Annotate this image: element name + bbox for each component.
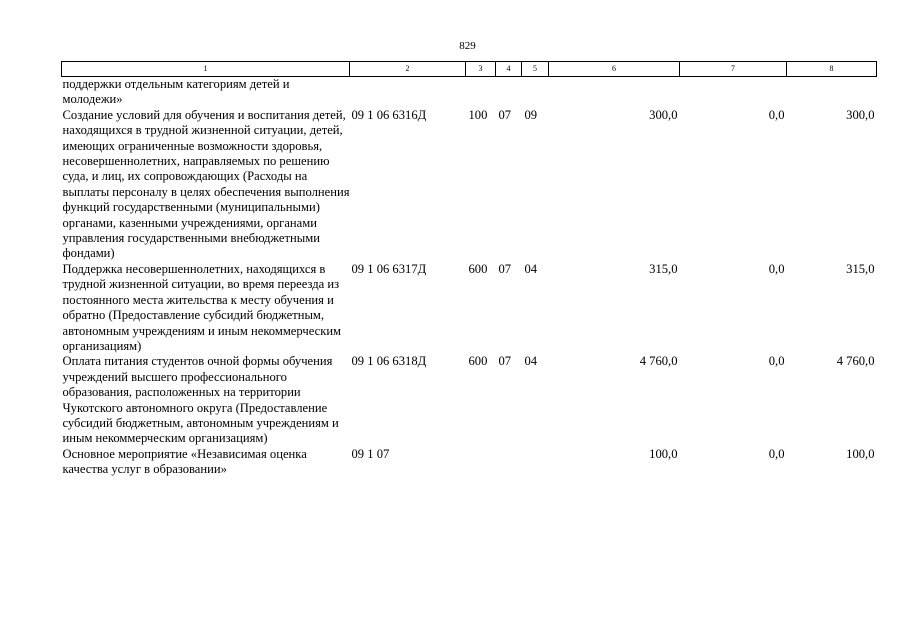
row-col-7: 0,0: [768, 261, 785, 276]
row-code: 09 1 06 6316Д: [351, 107, 427, 122]
row-col-3: 600: [468, 261, 488, 276]
row-col-3: [466, 77, 496, 108]
row-col-3: 100: [468, 107, 488, 122]
row-name: Поддержка несовершеннолетних, находящихся в трудной жизненной ситуации, во время переезда из постоянного места жительства к месту обучения и обратно (Предоставление субсидий бюджетным, автономным учреждениям и иным некоммерческим организациям): [62, 261, 342, 353]
row-col-4: 07: [498, 107, 512, 122]
column-number-3: 3: [466, 62, 496, 77]
row-col-5: 04: [524, 354, 538, 369]
row-col-6: 100,0: [649, 446, 678, 461]
page-number: 829: [459, 40, 476, 52]
row-col-4: 07: [498, 261, 512, 276]
row-name: Создание условий для обучения и воспитания детей, находящихся в трудной жизненной ситуации, детей, имеющих ограниченные возможности здоровья, несовершеннолетних, направляемых по решению суда, и лиц, их сопровождающих (Расходы на выплаты персоналу в целях обеспечения выполнения функций государственными (муниципальными) органами, казенными учреждениями, органами управления государственными внебюджетными фондами): [62, 107, 350, 261]
table-row: [62, 354, 877, 446]
row-col-7: 0,0: [768, 446, 785, 461]
row-col-4: [496, 447, 522, 478]
column-number-8: 8: [787, 62, 877, 77]
column-number-row: [62, 62, 877, 77]
row-col-6: 315,0: [649, 261, 678, 276]
column-number-6: 6: [549, 62, 680, 77]
column-number-2: 2: [350, 62, 466, 77]
row-col-5: 09: [524, 107, 538, 122]
row-col-8: 300,0: [846, 107, 875, 122]
row-name: поддержки отдельным категориям детей и молодежи»: [62, 77, 290, 107]
budget-table: [61, 61, 877, 478]
row-code: [350, 77, 466, 108]
column-number-4: 4: [496, 62, 522, 77]
table-row: [62, 108, 877, 262]
table-body: [62, 77, 877, 478]
row-col-7: 0,0: [768, 107, 785, 122]
table-header: [62, 62, 877, 77]
row-col-4: [496, 77, 522, 108]
row-col-6: 300,0: [649, 107, 678, 122]
row-code: 09 1 06 6317Д: [351, 261, 427, 276]
row-code: 09 1 07: [351, 446, 390, 461]
row-col-7: [680, 77, 787, 108]
row-col-6: 4 760,0: [639, 354, 678, 369]
column-number-7: 7: [680, 62, 787, 77]
row-col-6: [549, 77, 680, 108]
row-col-7: 0,0: [768, 354, 785, 369]
row-col-3: 600: [468, 354, 488, 369]
column-number-1: 1: [62, 62, 350, 77]
table-row: [62, 77, 877, 108]
row-name: Оплата питания студентов очной формы обучения учреждений высшего профессионального образования, расположенных на территории Чукотского автономного округа (Предоставление субсидий бюджетным, автономным учреждениям и иным некоммерческим организациям): [62, 354, 339, 446]
row-col-8: 4 760,0: [836, 354, 875, 369]
row-col-3: [466, 447, 496, 478]
row-col-4: 07: [498, 354, 512, 369]
column-number-5: 5: [522, 62, 549, 77]
row-col-5: [522, 77, 549, 108]
table-row: [62, 262, 877, 354]
row-code: 09 1 06 6318Д: [351, 354, 427, 369]
row-name: Основное мероприятие «Независимая оценка качества услуг в образовании»: [62, 446, 307, 477]
row-col-8: 100,0: [846, 446, 875, 461]
row-col-5: 04: [524, 261, 538, 276]
row-col-8: 315,0: [846, 261, 875, 276]
row-col-8: [787, 77, 877, 108]
row-col-5: [522, 447, 549, 478]
table-row: [62, 447, 877, 478]
